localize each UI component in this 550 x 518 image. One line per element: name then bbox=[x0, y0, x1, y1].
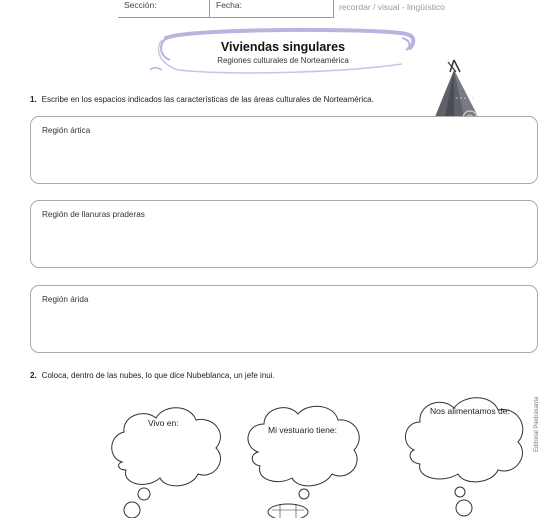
page-title: Viviendas singulares bbox=[220, 40, 346, 54]
region-label: Región de llanuras praderas bbox=[42, 210, 145, 219]
question-1 bbox=[30, 95, 374, 104]
answer-box-region-arida[interactable] bbox=[30, 285, 538, 353]
header-strip bbox=[0, 0, 550, 18]
cloud-label: Mi vestuario tiene: bbox=[268, 425, 337, 435]
publisher-credit: Editorial Piedrasanta bbox=[534, 396, 540, 452]
page-subtitle: Regiones culturales de Norteamérica bbox=[217, 56, 349, 65]
thought-cloud-icon bbox=[238, 400, 368, 518]
thought-cloud-vivo[interactable] bbox=[104, 400, 230, 518]
seccion-label: Sección: bbox=[124, 0, 157, 10]
question-2-text: Coloca, dentro de las nubes, lo que dice Nubeblanca, un jefe inui. bbox=[41, 371, 275, 380]
question-1-number: 1. bbox=[30, 95, 37, 104]
cloud-label: Vivo en: bbox=[148, 418, 179, 428]
thought-cloud-alimentos[interactable] bbox=[398, 392, 532, 518]
thought-cloud-vestuario[interactable] bbox=[238, 400, 368, 518]
question-2 bbox=[30, 371, 275, 380]
skills-text: recordar / visual - lingüístico bbox=[339, 2, 445, 12]
answer-box-region-artica[interactable] bbox=[30, 116, 538, 184]
title-banner bbox=[148, 26, 418, 76]
fecha-label: Fecha: bbox=[216, 0, 242, 10]
region-label: Región árida bbox=[42, 295, 89, 304]
cloud-label: Nos alimentamos de: bbox=[430, 406, 510, 416]
region-label: Región ártica bbox=[42, 126, 91, 135]
question-1-text: Escribe en los espacios indicados las características de las áreas culturales de Norteamérica. bbox=[41, 95, 374, 104]
question-2-number: 2. bbox=[30, 371, 37, 380]
answer-box-region-llanuras[interactable] bbox=[30, 200, 538, 268]
